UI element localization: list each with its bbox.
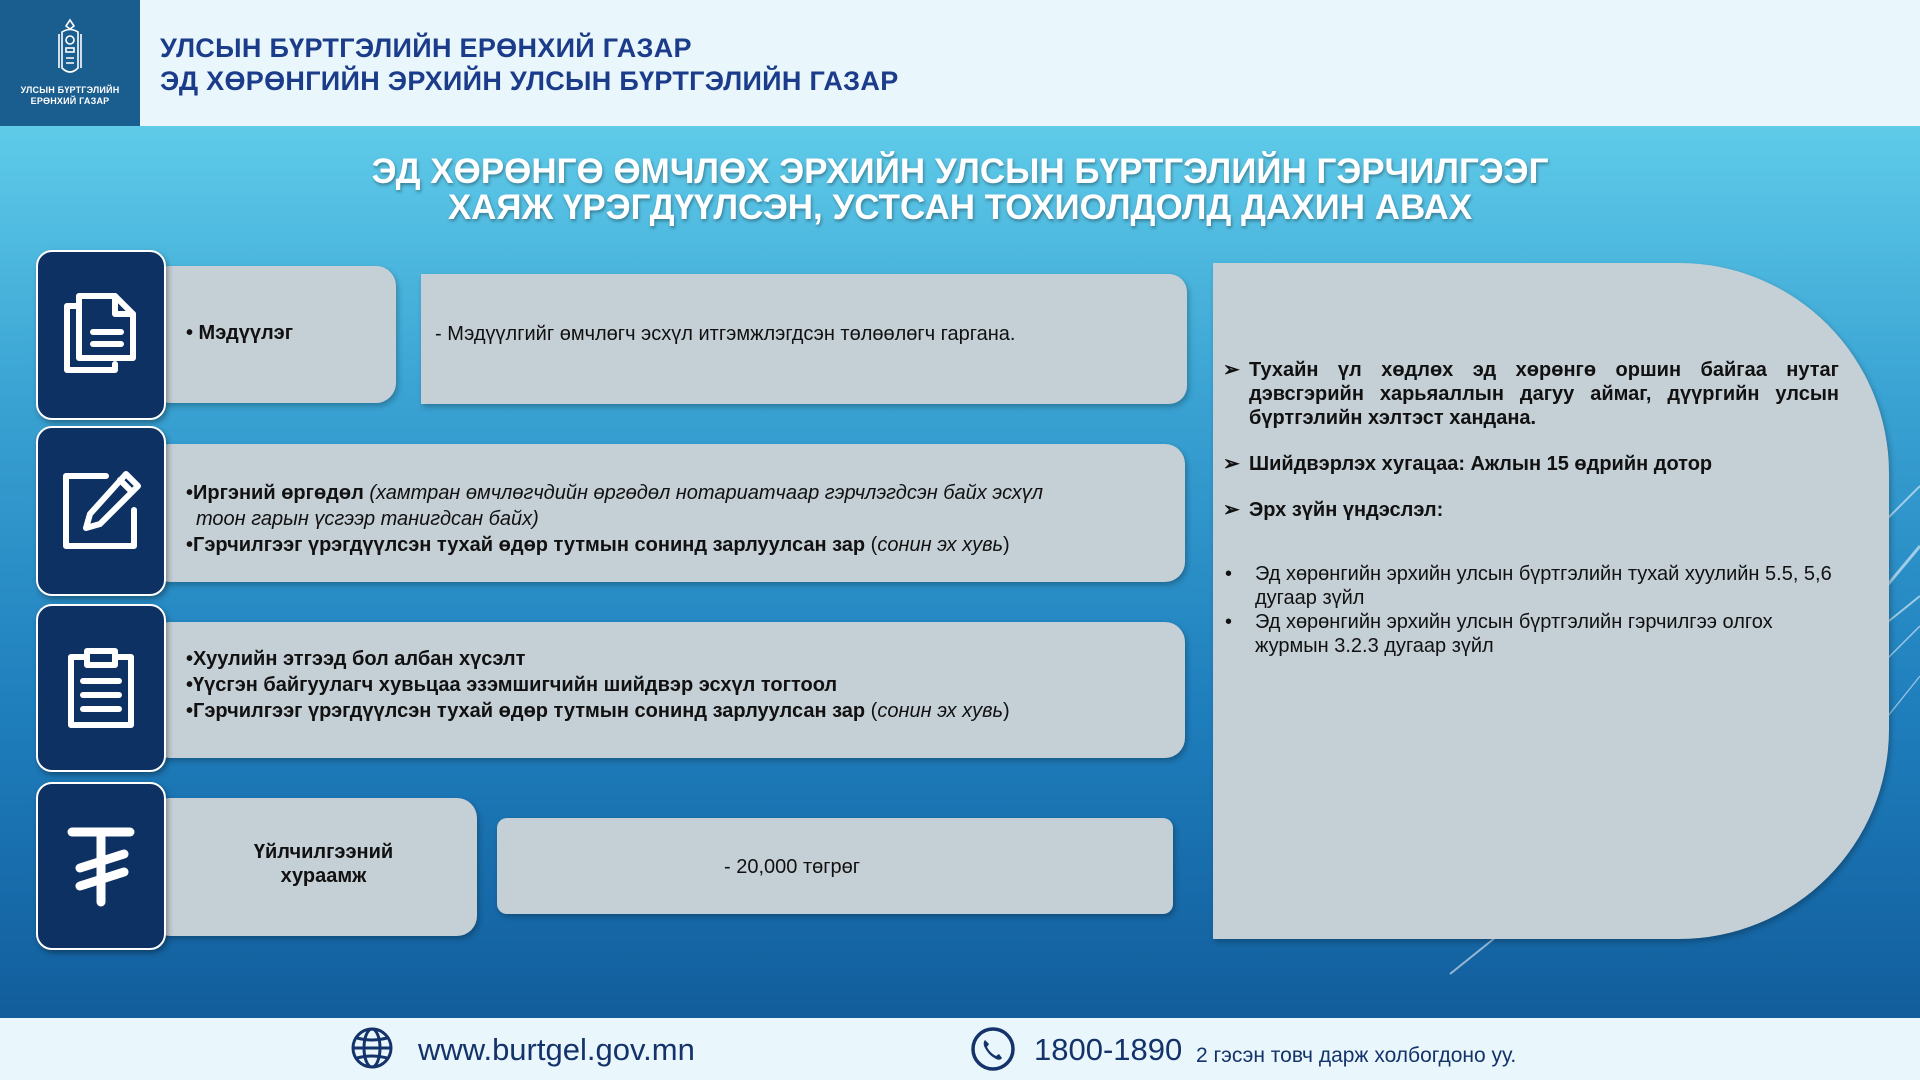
arrow-bullet-icon: ➢ — [1223, 499, 1240, 521]
notice-label-card — [150, 266, 396, 403]
emblem-icon — [55, 18, 85, 80]
fee-label-line-1: Үйлчилгээний — [253, 841, 394, 863]
list-item: • Эд хөрөнгийн эрхийн улсын бүртгэлийн гэрчилгээ олгох журмын 3.2.3 дугаар зүйл — [1223, 610, 1839, 658]
citizen-newspaper-ad: •Гэрчилгээг үрэгдүүлсэн тухай өдөр тутмын сонинд зарлуулсан зар — [186, 534, 871, 556]
citizen-application-note: (хамтран өмчлөгчдийн өргөдөл нотариатчаар гэрчлэгдсэн байх эсхүл — [369, 482, 1043, 504]
fee-value-card — [497, 818, 1173, 914]
notice-text: - Мэдүүлгийг өмчлөгч эсхүл итгэмжлэгдсэн төлөөлөгч гаргана. — [435, 323, 1016, 345]
info-legal-basis-heading: Эрх зүйн үндэслэл: — [1249, 499, 1444, 521]
citizen-application-label: •Иргэний өргөдөл — [186, 482, 370, 504]
entity-newspaper-copy: сонин эх хувь — [877, 700, 1004, 722]
entity-request: •Хуулийн этгээд бол албан хүсэлт — [186, 648, 526, 670]
notice-icon-box — [36, 250, 166, 420]
main-content — [0, 126, 1920, 1018]
title-line-2: ХАЯЖ ҮРЭГДҮҮЛСЭН, УСТСАН ТОХИОЛДОЛД ДАХИН АВАХ — [447, 188, 1473, 227]
notice-label: • Мэдүүлэг — [186, 322, 294, 344]
edit-form-icon — [60, 470, 142, 552]
info-panel — [1213, 263, 1889, 939]
logo-text: УЛСЫН БҮРТГЭЛИЙН ЕРӨНХИЙ ГАЗАР — [20, 85, 120, 106]
info-office-location: Тухайн үл хөдлөх эд хөрөнгө оршин байгаа нутаг дэвсгэрийн харьяаллын дагуу аймаг, дүүргийн улсын бүртгэлийн хэлтэст хандана. — [1249, 359, 1839, 429]
entity-newspaper-ad: •Гэрчилгээг үрэгдүүлсэн тухай өдөр тутмын сонинд зарлуулсан зар — [186, 700, 871, 722]
entity-founder-decision: •Үүсгэн байгуулагч хувьцаа эзэмшигчийн шийдвэр эсхүл тогтоол — [186, 674, 838, 696]
citizen-newspaper-copy: сонин эх хувь — [877, 534, 1004, 556]
list-item: • Эд хөрөнгийн эрхийн улсын бүртгэлийн тухай хуулийн 5.5, 5,6 дугаар зүйл — [1223, 562, 1839, 610]
organization-name: УЛСЫН БҮРТГЭЛИЙН ЕРӨНХИЙ ГАЗАР — [160, 33, 692, 63]
citizen-application-note-cont: тоон гарын үсгээр танигдсан байх) — [196, 508, 539, 530]
title-line-1: ЭД ХӨРӨНГӨ ӨМЧЛӨХ ЭРХИЙН УЛСЫН БҮРТГЭЛИЙН ГЭРЧИЛГЭЭГ — [371, 152, 1549, 191]
notice-text-card — [421, 274, 1187, 404]
legal-basis-list — [1223, 562, 1839, 658]
fee-icon-box — [36, 782, 166, 950]
fee-label-card — [150, 798, 477, 936]
header — [0, 0, 1920, 126]
fee-label-line-2: хураамж — [280, 865, 367, 887]
law-reference-2: Эд хөрөнгийн эрхийн улсын бүртгэлийн гэрчилгээ олгох журмын 3.2.3 дугаар зүйл — [1255, 611, 1773, 657]
entity-icon-box — [36, 604, 166, 772]
hotline-note: 2 гэсэн товч дарж холбогдоно уу. — [1196, 1044, 1517, 1067]
info-processing-time: Шийдвэрлэх хугацаа: Ажлын 15 өдрийн дотор — [1249, 453, 1713, 475]
law-reference-1: Эд хөрөнгийн эрхийн улсын бүртгэлийн тухай хуулийн 5.5, 5,6 дугаар зүйл — [1255, 563, 1832, 609]
citizen-docs-card: •Иргэний өргөдөл (хамтран өмчлөгчдийн өргөдөл нотариатчаар гэрчлэгдсэн байх эсхүл тоон гарын үсгээр танигдсан байх) •Гэрчилгээг үрэгдүүлсэн тухай өдөр тутмын сонинд зарлуулсан зар (сонин эх хувь) — [150, 444, 1185, 582]
citizen-icon-box — [36, 426, 166, 596]
page-title — [0, 154, 1920, 226]
globe-icon — [350, 1026, 394, 1070]
tugrik-icon — [66, 824, 136, 908]
phone-icon — [970, 1026, 1016, 1072]
fee-value: - 20,000 төгрөг — [724, 856, 861, 878]
document-copy-icon — [59, 292, 143, 378]
department-name: ЭД ХӨРӨНГИЙН ЭРХИЙН УЛСЫН БҮРТГЭЛИЙН ГАЗАР — [160, 66, 899, 96]
arrow-bullet-icon: ➢ — [1223, 359, 1240, 381]
hotline-number[interactable]: 1800-1890 — [1034, 1032, 1183, 1067]
website-link[interactable]: www.burtgel.gov.mn — [418, 1032, 695, 1067]
clipboard-icon — [63, 645, 139, 731]
entity-docs-card: •Хуулийн этгээд бол албан хүсэлт •Үүсгэн байгуулагч хувьцаа эзэмшигчийн шийдвэр эсхүл тогтоол •Гэрчилгээг үрэгдүүлсэн тухай өдөр тутмын сонинд зарлуулсан зар (сонин эх хувь) — [150, 622, 1185, 758]
footer — [0, 1018, 1920, 1080]
organization-logo — [0, 0, 140, 126]
arrow-bullet-icon: ➢ — [1223, 453, 1240, 475]
